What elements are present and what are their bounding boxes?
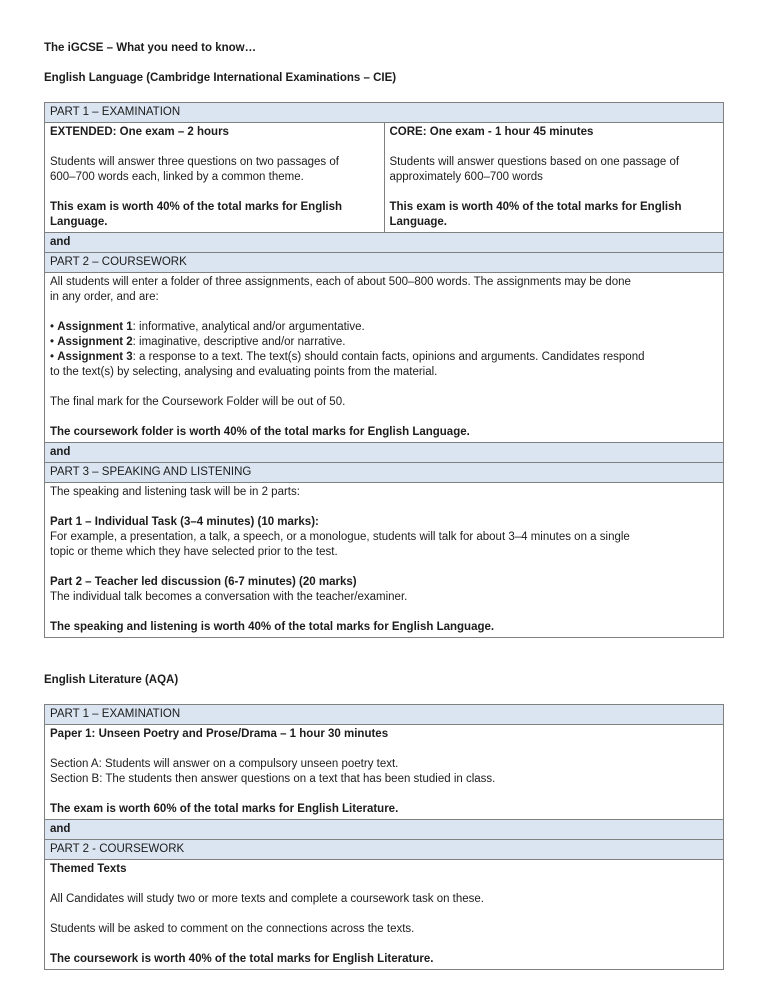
table-row bbox=[45, 273, 724, 443]
and-row: and bbox=[45, 233, 724, 253]
text-line: All Candidates will study two or more texts and complete a coursework task on these. bbox=[50, 893, 485, 905]
text-line: The exam is worth 60% of the total marks for English Literature. bbox=[50, 803, 399, 815]
table-row bbox=[45, 725, 724, 820]
text-line bbox=[50, 787, 718, 802]
text-line bbox=[50, 742, 718, 757]
english-literature-heading: English Literature (AQA) bbox=[44, 674, 179, 686]
text-line: All students will enter a folder of three assignments, each of about 500–800 words. The assignments may be done bbox=[50, 276, 631, 288]
text-line: The final mark for the Coursework Folder will be out of 50. bbox=[50, 396, 346, 408]
text-line bbox=[50, 907, 718, 922]
table-row bbox=[45, 463, 724, 483]
text-line: Students will be asked to comment on the connections across the texts. bbox=[50, 923, 415, 935]
text-line: 600–700 words each, linked by a common theme. bbox=[50, 171, 304, 183]
core-exam-cell bbox=[384, 123, 724, 233]
text-line: Language. bbox=[50, 216, 108, 228]
text-line: • Assignment 3: a response to a text. The text(s) should contain facts, opinions and arguments. Candidates respond bbox=[50, 351, 645, 363]
text-line: Students will answer questions based on one passage of bbox=[389, 156, 680, 168]
part3-speaking-listening-header: PART 3 – SPEAKING AND LISTENING bbox=[45, 463, 724, 483]
text-line bbox=[50, 410, 718, 425]
part2-coursework-header: PART 2 - COURSEWORK bbox=[45, 840, 724, 860]
text-line bbox=[50, 185, 379, 200]
document-title: The iGCSE – What you need to know… bbox=[44, 42, 257, 54]
text-line: The speaking and listening is worth 40% of the total marks for English Language. bbox=[50, 621, 495, 633]
text-line: The speaking and listening task will be in 2 parts: bbox=[50, 486, 300, 498]
text-line bbox=[50, 305, 718, 320]
table-row bbox=[45, 123, 724, 233]
text-line: topic or theme which they have selected prior to the test. bbox=[50, 546, 338, 558]
text-line: • Assignment 2: imaginative, descriptive and/or narrative. bbox=[50, 336, 346, 348]
text-line bbox=[390, 185, 719, 200]
part1-examination-header: PART 1 – EXAMINATION bbox=[45, 705, 724, 725]
table-row bbox=[45, 443, 724, 463]
table-row bbox=[45, 233, 724, 253]
text-line: The coursework is worth 40% of the total marks for English Literature. bbox=[50, 953, 434, 965]
table-row bbox=[45, 860, 724, 970]
text-line: Part 2 – Teacher led discussion (6-7 minutes) (20 marks) bbox=[50, 576, 357, 588]
and-row: and bbox=[45, 820, 724, 840]
text-line: Section A: Students will answer on a compulsory unseen poetry text. bbox=[50, 758, 399, 770]
part1-examination-header: PART 1 – EXAMINATION bbox=[45, 103, 724, 123]
text-line bbox=[50, 605, 718, 620]
table-row bbox=[45, 820, 724, 840]
english-language-heading: English Language (Cambridge International Examinations – CIE) bbox=[44, 72, 397, 84]
text-line: Students will answer three questions on two passages of bbox=[50, 156, 339, 168]
english-literature-table bbox=[44, 704, 724, 970]
text-line: approximately 600–700 words bbox=[389, 171, 543, 183]
table-row bbox=[45, 253, 724, 273]
literature-exam-cell bbox=[45, 725, 724, 820]
and-row: and bbox=[45, 443, 724, 463]
text-line bbox=[50, 877, 718, 892]
text-line: Section B: The students then answer questions on a text that has been studied in class. bbox=[50, 773, 496, 785]
text-line bbox=[50, 560, 718, 575]
part2-coursework-header: PART 2 – COURSEWORK bbox=[45, 253, 724, 273]
coursework-cell bbox=[45, 273, 724, 443]
speaking-listening-cell bbox=[45, 483, 724, 638]
text-line: in any order, and are: bbox=[50, 291, 159, 303]
text-line: Part 1 – Individual Task (3–4 minutes) (10 marks): bbox=[50, 516, 319, 528]
english-language-table bbox=[44, 102, 724, 638]
table-row bbox=[45, 103, 724, 123]
text-line: This exam is worth 40% of the total marks for English bbox=[50, 201, 343, 213]
table-row bbox=[45, 483, 724, 638]
text-line: The individual talk becomes a conversation with the teacher/examiner. bbox=[50, 591, 408, 603]
text-line bbox=[50, 937, 718, 952]
text-line: EXTENDED: One exam – 2 hours bbox=[50, 126, 229, 138]
text-line: CORE: One exam - 1 hour 45 minutes bbox=[389, 126, 594, 138]
text-line: • Assignment 1: informative, analytical and/or argumentative. bbox=[50, 321, 365, 333]
text-line bbox=[390, 140, 719, 155]
text-line: The coursework folder is worth 40% of the total marks for English Language. bbox=[50, 426, 470, 438]
text-line bbox=[50, 140, 379, 155]
text-line bbox=[50, 500, 718, 515]
text-line: Language. bbox=[389, 216, 448, 228]
text-line: Themed Texts bbox=[50, 863, 127, 875]
text-line bbox=[50, 380, 718, 395]
text-line: This exam is worth 40% of the total marks for English bbox=[389, 201, 682, 213]
text-line: to the text(s) by selecting, analysing and evaluating points from the material. bbox=[50, 366, 438, 378]
table-row bbox=[45, 840, 724, 860]
extended-exam-cell bbox=[45, 123, 385, 233]
text-line: Paper 1: Unseen Poetry and Prose/Drama – 1 hour 30 minutes bbox=[50, 728, 389, 740]
text-line: For example, a presentation, a talk, a speech, or a monologue, students will talk for about 3–4 minutes on a single bbox=[50, 531, 630, 543]
table-row bbox=[45, 705, 724, 725]
literature-coursework-cell bbox=[45, 860, 724, 970]
